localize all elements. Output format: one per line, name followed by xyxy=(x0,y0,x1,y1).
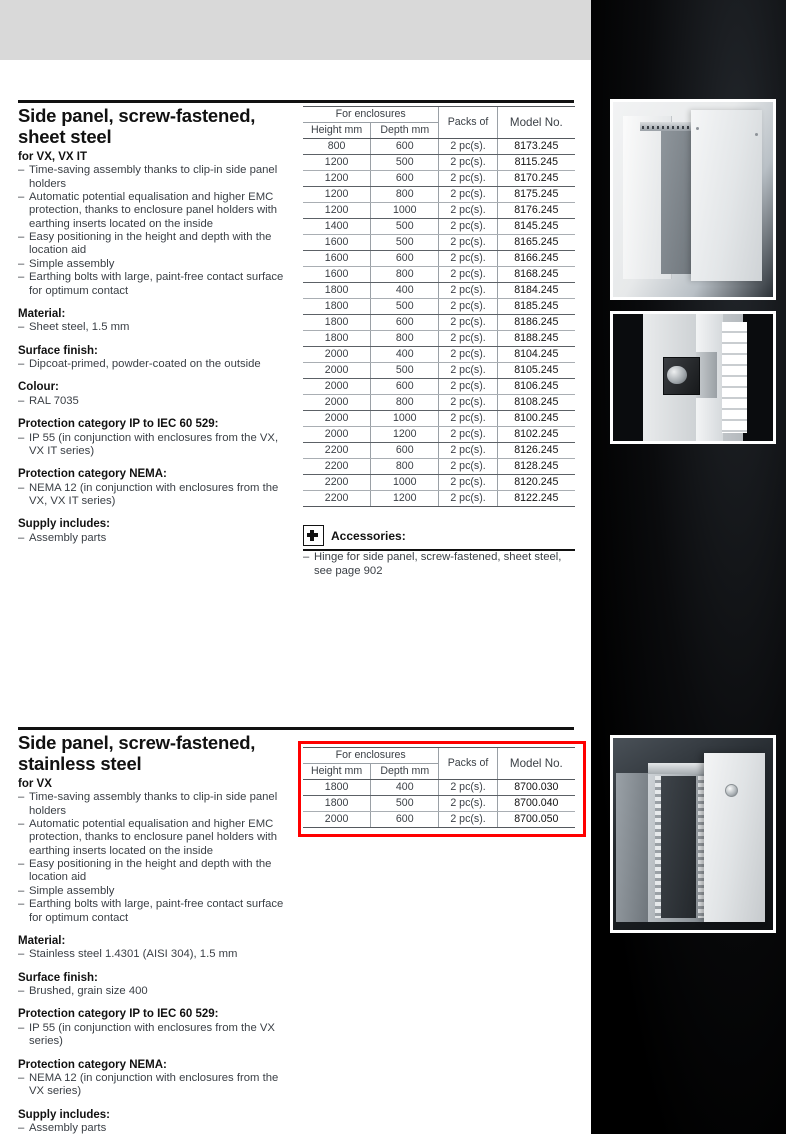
table-row xyxy=(303,443,575,459)
cell-model: 8100.245 xyxy=(497,411,575,427)
spec-block-material xyxy=(18,307,296,335)
cell-depth: 600 xyxy=(371,315,439,331)
spec-block-supply xyxy=(18,517,296,545)
table-group-header: For enclosures xyxy=(303,748,439,764)
cell-packs: 2 pc(s). xyxy=(439,203,497,219)
list-item: – RAL 7035 xyxy=(18,395,296,408)
enclosure-with-side-panel-photo xyxy=(610,99,776,300)
section-table-column xyxy=(303,747,575,828)
table-row xyxy=(303,395,575,411)
spec-block-supply xyxy=(18,1108,296,1135)
cell-height: 2000 xyxy=(303,411,371,427)
table-header-packs: Packs of xyxy=(439,107,497,139)
cell-depth: 500 xyxy=(371,235,439,251)
cell-height: 2200 xyxy=(303,459,371,475)
list-item: – Easy positioning in the height and depth with the location aid xyxy=(18,231,296,258)
table-header-packs: Packs of xyxy=(439,748,497,780)
cell-depth: 800 xyxy=(371,331,439,347)
cell-depth: 600 xyxy=(371,812,439,828)
cell-model: 8173.245 xyxy=(497,139,575,155)
list-item: – Assembly parts xyxy=(18,532,296,545)
cell-model: 8128.245 xyxy=(497,459,575,475)
cell-depth: 600 xyxy=(371,379,439,395)
cell-depth: 500 xyxy=(371,796,439,812)
spec-heading: Surface finish: xyxy=(18,344,98,357)
cell-depth: 1200 xyxy=(371,491,439,507)
cell-packs: 2 pc(s). xyxy=(439,283,497,299)
cell-depth: 1000 xyxy=(371,475,439,491)
cell-depth: 400 xyxy=(371,283,439,299)
cell-model: 8106.245 xyxy=(497,379,575,395)
cell-depth: 500 xyxy=(371,363,439,379)
cell-model: 8115.245 xyxy=(497,155,575,171)
spec-heading: Supply includes: xyxy=(18,518,111,531)
cell-packs: 2 pc(s). xyxy=(439,491,497,507)
list-item: – NEMA 12 (in conjunction with enclosures from the VX series) xyxy=(18,1072,296,1099)
cell-model: 8700.040 xyxy=(497,796,575,812)
subheader-band xyxy=(0,60,591,92)
cell-depth: 500 xyxy=(371,155,439,171)
list-item: – Earthing bolts with large, paint-free contact surface for optimum contact xyxy=(18,898,296,925)
spec-block-surface-finish xyxy=(18,344,296,372)
cell-model: 8126.245 xyxy=(497,443,575,459)
cell-packs: 2 pc(s). xyxy=(439,395,497,411)
cell-model: 8122.245 xyxy=(497,491,575,507)
cell-height: 1200 xyxy=(303,155,371,171)
spec-block-ip xyxy=(18,417,296,458)
cell-packs: 2 pc(s). xyxy=(439,331,497,347)
spec-heading: Protection category IP to IEC 60 529: xyxy=(18,418,219,431)
cell-packs: 2 pc(s). xyxy=(439,347,497,363)
list-item[interactable]: – Hinge for side panel, screw-fastened, sheet steel, see page 902 xyxy=(303,551,575,578)
product-compatibility: for VX, VX IT xyxy=(18,150,88,163)
table-row xyxy=(303,491,575,507)
accessories-label: Accessories: xyxy=(331,528,406,543)
list-item: – IP 55 (in conjunction with enclosures from the VX, VX IT series) xyxy=(18,432,296,459)
cell-model: 8184.245 xyxy=(497,283,575,299)
cell-model: 8186.245 xyxy=(497,315,575,331)
cell-height: 800 xyxy=(303,139,371,155)
table-row xyxy=(303,796,575,812)
cell-model: 8700.030 xyxy=(497,780,575,796)
table-row xyxy=(303,235,575,251)
cell-depth: 400 xyxy=(371,347,439,363)
cell-height: 1800 xyxy=(303,315,371,331)
list-item: – Simple assembly xyxy=(18,258,296,271)
cell-height: 1600 xyxy=(303,267,371,283)
spec-heading: Protection category IP to IEC 60 529: xyxy=(18,1008,219,1021)
cell-height: 1400 xyxy=(303,219,371,235)
table-row xyxy=(303,347,575,363)
table-row xyxy=(303,219,575,235)
table-row xyxy=(303,379,575,395)
table-header-model: Model No. xyxy=(497,748,575,780)
table-row xyxy=(303,283,575,299)
cell-depth: 1000 xyxy=(371,411,439,427)
stainless-enclosure-photo xyxy=(610,735,776,933)
cell-packs: 2 pc(s). xyxy=(439,219,497,235)
cell-depth: 500 xyxy=(371,299,439,315)
cell-depth: 1200 xyxy=(371,427,439,443)
cell-height: 2000 xyxy=(303,347,371,363)
spec-heading: Protection category NEMA: xyxy=(18,1058,167,1071)
cell-model: 8185.245 xyxy=(497,299,575,315)
table-row xyxy=(303,155,575,171)
cell-height: 2000 xyxy=(303,427,371,443)
cell-packs: 2 pc(s). xyxy=(439,459,497,475)
cell-packs: 2 pc(s). xyxy=(439,187,497,203)
cell-packs: 2 pc(s). xyxy=(439,267,497,283)
spec-block-colour xyxy=(18,380,296,408)
cell-depth: 800 xyxy=(371,395,439,411)
cell-height: 1800 xyxy=(303,283,371,299)
cell-depth: 800 xyxy=(371,267,439,283)
list-item: – Time-saving assembly thanks to clip-in side panel holders xyxy=(18,791,296,818)
cell-packs: 2 pc(s). xyxy=(439,379,497,395)
section-table-column xyxy=(303,106,575,507)
cell-model: 8175.245 xyxy=(497,187,575,203)
cell-packs: 2 pc(s). xyxy=(439,171,497,187)
cell-depth: 800 xyxy=(371,187,439,203)
cell-packs: 2 pc(s). xyxy=(439,155,497,171)
cell-packs: 2 pc(s). xyxy=(439,427,497,443)
cell-model: 8165.245 xyxy=(497,235,575,251)
list-item: – Earthing bolts with large, paint-free contact surface for optimum contact xyxy=(18,271,296,298)
section-text-column xyxy=(18,733,296,1135)
product-compatibility: for VX xyxy=(18,777,52,790)
cell-height: 2200 xyxy=(303,475,371,491)
cell-model: 8108.245 xyxy=(497,395,575,411)
section-text-column xyxy=(18,106,296,545)
table-row xyxy=(303,459,575,475)
cell-packs: 2 pc(s). xyxy=(439,235,497,251)
feature-list xyxy=(18,791,296,925)
table-body xyxy=(303,780,575,828)
cell-model: 8170.245 xyxy=(497,171,575,187)
cell-depth: 400 xyxy=(371,780,439,796)
table-group-header: For enclosures xyxy=(303,107,439,123)
table-header-depth: Depth mm xyxy=(371,123,439,139)
accessories-block xyxy=(303,525,575,578)
divider-top xyxy=(18,100,574,103)
table-row xyxy=(303,187,575,203)
table-row xyxy=(303,411,575,427)
spec-heading: Supply includes: xyxy=(18,1108,111,1121)
table-header-height: Height mm xyxy=(303,123,371,139)
cell-height: 1600 xyxy=(303,235,371,251)
cell-packs: 2 pc(s). xyxy=(439,780,497,796)
cell-packs: 2 pc(s). xyxy=(439,475,497,491)
cell-packs: 2 pc(s). xyxy=(439,363,497,379)
spec-block-nema xyxy=(18,467,296,508)
cell-packs: 2 pc(s). xyxy=(439,139,497,155)
cell-depth: 800 xyxy=(371,459,439,475)
cell-depth: 600 xyxy=(371,171,439,187)
table-header-height: Height mm xyxy=(303,764,371,780)
cell-height: 2000 xyxy=(303,395,371,411)
table-row xyxy=(303,427,575,443)
list-item: – Simple assembly xyxy=(18,885,296,898)
spec-heading: Material: xyxy=(18,934,66,947)
cell-packs: 2 pc(s). xyxy=(439,299,497,315)
cell-model: 8120.245 xyxy=(497,475,575,491)
cell-height: 1800 xyxy=(303,331,371,347)
product-title: Side panel, screw-fastened, sheet steel xyxy=(18,105,256,147)
table-row xyxy=(303,171,575,187)
spec-heading: Material: xyxy=(18,307,66,320)
table-header-depth: Depth mm xyxy=(371,764,439,780)
list-item: – Brushed, grain size 400 xyxy=(18,985,296,998)
table-row xyxy=(303,475,575,491)
list-item: – Assembly parts xyxy=(18,1122,296,1135)
cell-height: 1200 xyxy=(303,171,371,187)
list-item: – Automatic potential equalisation and higher EMC protection, thanks to enclosure panel holders with earthing inserts located on the inside xyxy=(18,818,296,858)
list-item: – IP 55 (in conjunction with enclosures from the VX series) xyxy=(18,1022,296,1049)
cell-packs: 2 pc(s). xyxy=(439,315,497,331)
divider-middle xyxy=(18,727,574,730)
cell-packs: 2 pc(s). xyxy=(439,251,497,267)
cell-height: 2000 xyxy=(303,379,371,395)
cell-height: 2200 xyxy=(303,491,371,507)
panel-holder-closeup-photo xyxy=(610,311,776,444)
list-item: – Sheet steel, 1.5 mm xyxy=(18,321,296,334)
table-row xyxy=(303,203,575,219)
list-item: – Time-saving assembly thanks to clip-in side panel holders xyxy=(18,164,296,191)
cell-height: 1200 xyxy=(303,187,371,203)
cell-packs: 2 pc(s). xyxy=(439,812,497,828)
cell-packs: 2 pc(s). xyxy=(439,796,497,812)
cell-packs: 2 pc(s). xyxy=(439,443,497,459)
table-row xyxy=(303,139,575,155)
table-row xyxy=(303,780,575,796)
feature-list xyxy=(18,164,296,298)
cell-height: 1800 xyxy=(303,299,371,315)
cell-depth: 600 xyxy=(371,443,439,459)
spec-block-material xyxy=(18,934,296,962)
spec-heading: Colour: xyxy=(18,381,59,394)
cell-model: 8105.245 xyxy=(497,363,575,379)
table-row xyxy=(303,331,575,347)
cell-model: 8188.245 xyxy=(497,331,575,347)
model-table xyxy=(303,747,575,828)
cell-depth: 600 xyxy=(371,139,439,155)
cell-packs: 2 pc(s). xyxy=(439,411,497,427)
list-item: – Stainless steel 1.4301 (AISI 304), 1.5 mm xyxy=(18,948,296,961)
table-row xyxy=(303,299,575,315)
cell-model: 8145.245 xyxy=(497,219,575,235)
cell-model: 8166.245 xyxy=(497,251,575,267)
cell-height: 1800 xyxy=(303,780,371,796)
list-item: – Easy positioning in the height and depth with the location aid xyxy=(18,858,296,885)
cell-depth: 500 xyxy=(371,219,439,235)
cell-height: 2200 xyxy=(303,443,371,459)
cell-depth: 1000 xyxy=(371,203,439,219)
table-row xyxy=(303,363,575,379)
spec-heading: Protection category NEMA: xyxy=(18,468,167,481)
list-item: – Automatic potential equalisation and higher EMC protection, thanks to enclosure panel holders with earthing inserts located on the inside xyxy=(18,191,296,231)
table-row xyxy=(303,251,575,267)
cell-model: 8102.245 xyxy=(497,427,575,443)
cell-model: 8104.245 xyxy=(497,347,575,363)
cell-depth: 600 xyxy=(371,251,439,267)
cell-model: 8176.245 xyxy=(497,203,575,219)
cell-height: 1800 xyxy=(303,796,371,812)
header-band xyxy=(0,0,591,60)
table-row xyxy=(303,315,575,331)
table-row xyxy=(303,812,575,828)
table-body xyxy=(303,139,575,507)
cell-model: 8168.245 xyxy=(497,267,575,283)
cell-height: 1200 xyxy=(303,203,371,219)
table-header-model: Model No. xyxy=(497,107,575,139)
spec-heading: Surface finish: xyxy=(18,971,98,984)
model-table xyxy=(303,106,575,507)
spec-block-ip xyxy=(18,1007,296,1048)
cell-height: 1600 xyxy=(303,251,371,267)
product-title: Side panel, screw-fastened, stainless steel xyxy=(18,732,256,774)
cell-height: 2000 xyxy=(303,812,371,828)
plus-box-icon xyxy=(303,525,324,546)
list-item: – Dipcoat-primed, powder-coated on the outside xyxy=(18,358,296,371)
spec-block-surface-finish xyxy=(18,971,296,999)
list-item: – NEMA 12 (in conjunction with enclosures from the VX, VX IT series) xyxy=(18,482,296,509)
table-row xyxy=(303,267,575,283)
spec-block-nema xyxy=(18,1058,296,1099)
accessories-list xyxy=(303,551,575,578)
cell-height: 2000 xyxy=(303,363,371,379)
cell-model: 8700.050 xyxy=(497,812,575,828)
